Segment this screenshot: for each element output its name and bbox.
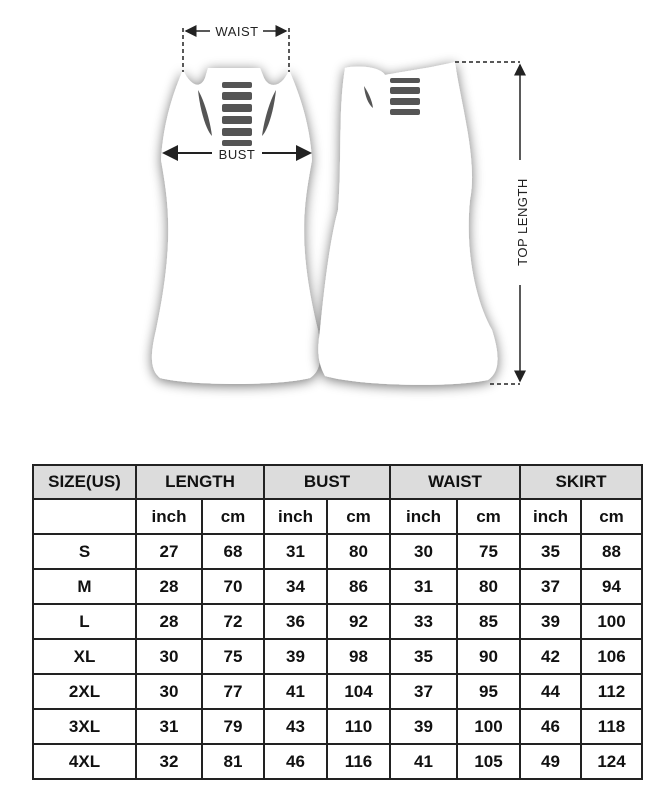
measurement-cell: 86 xyxy=(327,569,390,604)
measurement-cell: 32 xyxy=(136,744,202,779)
waist-column-header: WAIST xyxy=(390,465,520,499)
top-length-label: TOP LENGTH xyxy=(515,178,530,266)
unit-cell: inch xyxy=(390,499,457,534)
unit-cell-blank xyxy=(33,499,136,534)
unit-cell: cm xyxy=(327,499,390,534)
measurement-cell: 41 xyxy=(264,674,327,709)
unit-cell: inch xyxy=(520,499,581,534)
measurement-cell: 35 xyxy=(520,534,581,569)
table-row xyxy=(33,674,642,709)
measurement-cell: 31 xyxy=(390,569,457,604)
measurement-cell: 92 xyxy=(327,604,390,639)
measurement-cell: 94 xyxy=(581,569,642,604)
measurement-cell: 46 xyxy=(520,709,581,744)
measurement-cell: 28 xyxy=(136,604,202,639)
unit-cell: cm xyxy=(581,499,642,534)
measurement-cell: 31 xyxy=(264,534,327,569)
table-row xyxy=(33,569,642,604)
size-cell: 2XL xyxy=(33,674,136,709)
measurement-cell: 42 xyxy=(520,639,581,674)
measurement-cell: 100 xyxy=(457,709,520,744)
back-view-garment xyxy=(152,68,320,384)
measurement-cell: 105 xyxy=(457,744,520,779)
size-cell: S xyxy=(33,534,136,569)
length-column-header: LENGTH xyxy=(136,465,264,499)
measurement-cell: 28 xyxy=(136,569,202,604)
measurement-cell: 100 xyxy=(581,604,642,639)
measurement-cell: 110 xyxy=(327,709,390,744)
measurement-cell: 104 xyxy=(327,674,390,709)
waist-label: WAIST xyxy=(215,24,259,39)
measurement-cell: 30 xyxy=(390,534,457,569)
measurement-cell: 85 xyxy=(457,604,520,639)
measurement-cell: 39 xyxy=(390,709,457,744)
measurement-cell: 80 xyxy=(457,569,520,604)
measurement-cell: 37 xyxy=(520,569,581,604)
measurement-cell: 46 xyxy=(264,744,327,779)
measurement-cell: 35 xyxy=(390,639,457,674)
table-row xyxy=(33,604,642,639)
measurement-cell: 44 xyxy=(520,674,581,709)
measurement-cell: 30 xyxy=(136,674,202,709)
table-row xyxy=(33,534,642,569)
measurement-cell: 106 xyxy=(581,639,642,674)
size-column-header: SIZE(US) xyxy=(33,465,136,499)
measurement-cell: 75 xyxy=(457,534,520,569)
bust-column-header: BUST xyxy=(264,465,390,499)
size-cell: M xyxy=(33,569,136,604)
measurement-cell: 77 xyxy=(202,674,264,709)
measurement-cell: 70 xyxy=(202,569,264,604)
measurement-cell: 124 xyxy=(581,744,642,779)
size-cell: 4XL xyxy=(33,744,136,779)
bust-label: BUST xyxy=(218,147,256,162)
measurement-cell: 118 xyxy=(581,709,642,744)
unit-cell: cm xyxy=(202,499,264,534)
measurement-cell: 81 xyxy=(202,744,264,779)
measurement-cell: 88 xyxy=(581,534,642,569)
measurement-cell: 31 xyxy=(136,709,202,744)
measurement-cell: 41 xyxy=(390,744,457,779)
measurement-cell: 33 xyxy=(390,604,457,639)
table-row xyxy=(33,744,642,779)
measurement-cell: 75 xyxy=(202,639,264,674)
measurement-cell: 79 xyxy=(202,709,264,744)
measurement-cell: 37 xyxy=(390,674,457,709)
measurement-cell: 72 xyxy=(202,604,264,639)
table-row xyxy=(33,639,642,674)
measurement-cell: 112 xyxy=(581,674,642,709)
table-row xyxy=(33,709,642,744)
measurement-cell: 116 xyxy=(327,744,390,779)
measurement-cell: 43 xyxy=(264,709,327,744)
measurement-cell: 80 xyxy=(327,534,390,569)
size-cell: 3XL xyxy=(33,709,136,744)
measurement-cell: 39 xyxy=(520,604,581,639)
size-cell: L xyxy=(33,604,136,639)
measurement-cell: 95 xyxy=(457,674,520,709)
unit-cell: cm xyxy=(457,499,520,534)
measurement-cell: 98 xyxy=(327,639,390,674)
measurement-cell: 36 xyxy=(264,604,327,639)
measurement-cell: 30 xyxy=(136,639,202,674)
measurement-cell: 90 xyxy=(457,639,520,674)
measurement-cell: 68 xyxy=(202,534,264,569)
measurement-cell: 49 xyxy=(520,744,581,779)
measurement-cell: 27 xyxy=(136,534,202,569)
size-chart-table xyxy=(32,464,643,780)
unit-cell: inch xyxy=(264,499,327,534)
skirt-column-header: SKIRT xyxy=(520,465,642,499)
unit-cell: inch xyxy=(136,499,202,534)
size-cell: XL xyxy=(33,639,136,674)
measurement-cell: 39 xyxy=(264,639,327,674)
measurement-cell: 34 xyxy=(264,569,327,604)
